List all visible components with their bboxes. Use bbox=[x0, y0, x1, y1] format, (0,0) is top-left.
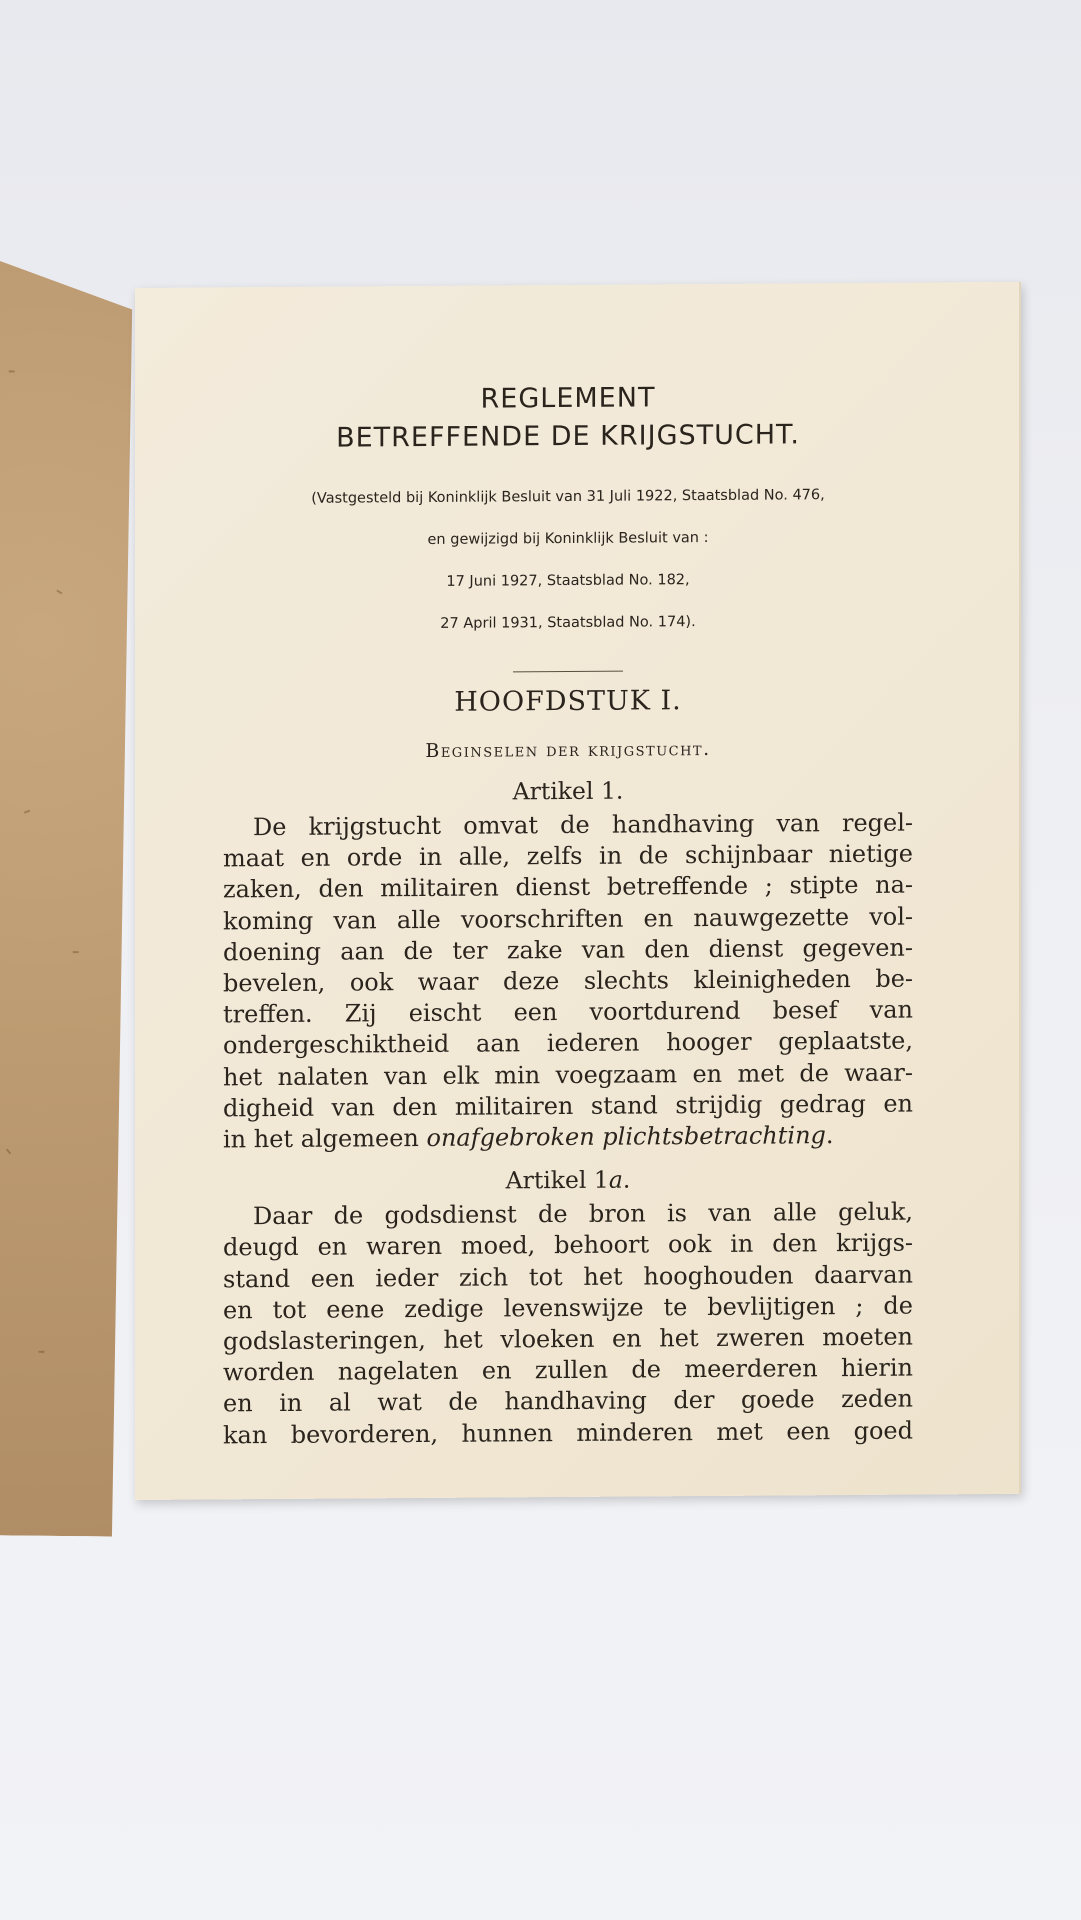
paper-fiber bbox=[6, 1149, 11, 1155]
article-1-heading: Artikel 1. bbox=[512, 776, 624, 806]
text-line: De krijgstucht omvat de handhaving van regel- bbox=[253, 808, 913, 842]
text-line: koming van alle voorschriften en nauwgezette vol- bbox=[223, 902, 913, 935]
text-end: . bbox=[825, 1121, 834, 1150]
article-1a-text bbox=[223, 1197, 913, 1451]
document-title-line-1: REGLEMENT bbox=[480, 382, 656, 415]
paper-fiber bbox=[56, 590, 62, 595]
text-line: worden nagelaten en zullen de meerderen hierin bbox=[223, 1353, 913, 1387]
subtitle-line: en gewijzigd bij Koninklijk Besluit van : bbox=[427, 529, 709, 548]
paper-fiber bbox=[73, 951, 79, 953]
article-1-text bbox=[223, 808, 913, 1156]
chapter-subtitle: Beginselen der krijgstucht. bbox=[425, 737, 711, 762]
paper-fiber bbox=[9, 370, 15, 372]
text-line: godslasteringen, het vloeken en het zweren moeten bbox=[223, 1322, 913, 1356]
heading-suffix: a bbox=[608, 1165, 623, 1194]
text-line: doening aan de ter zake van den dienst gegeven- bbox=[223, 933, 913, 967]
text-line-last bbox=[223, 1120, 913, 1156]
paper-fiber bbox=[38, 1351, 44, 1353]
booklet-cover bbox=[0, 250, 155, 1537]
document-subtitle bbox=[223, 464, 913, 658]
text-line: maat en orde in alle, zelfs in de schijnbaar nietige bbox=[223, 839, 913, 873]
heading-prefix: Artikel 1 bbox=[505, 1165, 609, 1195]
text-line: treffen. Zij eischt een voortdurend besef van bbox=[223, 995, 913, 1029]
text-line: kan bevorderen, hunnen minderen met een goed bbox=[223, 1416, 913, 1450]
paper-fiber bbox=[24, 810, 30, 814]
text-line: en tot eene zedige levenswijze te bevlijtigen ; de bbox=[223, 1291, 913, 1325]
subtitle-line: (Vastgesteld bij Koninklijk Besluit van 31 Juli 1922, Staatsblad No. 476, bbox=[311, 487, 825, 507]
text-plain: in het algemeen bbox=[223, 1124, 419, 1154]
text-line: het nalaten van elk min voegzaam en met de waar- bbox=[223, 1058, 913, 1092]
document-title-line-2: BETREFFENDE DE KRIJGSTUCHT. bbox=[336, 419, 800, 454]
text-line: digheid van den militairen stand strijdig gedrag en bbox=[223, 1089, 913, 1123]
text-line: zaken, den militairen dienst betreffende ; stipte na- bbox=[223, 870, 913, 904]
text-line: ondergeschiktheid aan iederen hooger geplaatste, bbox=[223, 1026, 913, 1060]
text-line: stand een ieder zich tot het hooghouden daarvan bbox=[223, 1260, 913, 1294]
subtitle-line: 17 Juni 1927, Staatsblad No. 182, bbox=[446, 572, 690, 590]
subtitle-line: 27 April 1931, Staatsblad No. 174). bbox=[440, 614, 696, 632]
divider bbox=[513, 671, 623, 673]
article-1a-heading bbox=[223, 1161, 913, 1200]
heading-end: . bbox=[622, 1165, 631, 1194]
text-line: bevelen, ook waar deze slechts kleinigheden be- bbox=[223, 964, 913, 998]
text-line: en in al wat de handhaving der goede zeden bbox=[223, 1385, 913, 1418]
text-italic: onafgebroken plichtsbetrachting bbox=[426, 1121, 826, 1152]
text-line: deugd en waren moed, behoort ook in den krijgs- bbox=[223, 1229, 913, 1262]
document-page bbox=[135, 282, 1021, 1500]
page-content bbox=[223, 378, 913, 1452]
chapter-heading: HOOFDSTUK I. bbox=[454, 685, 682, 718]
text-line: Daar de godsdienst de bron is van alle geluk, bbox=[253, 1197, 913, 1231]
